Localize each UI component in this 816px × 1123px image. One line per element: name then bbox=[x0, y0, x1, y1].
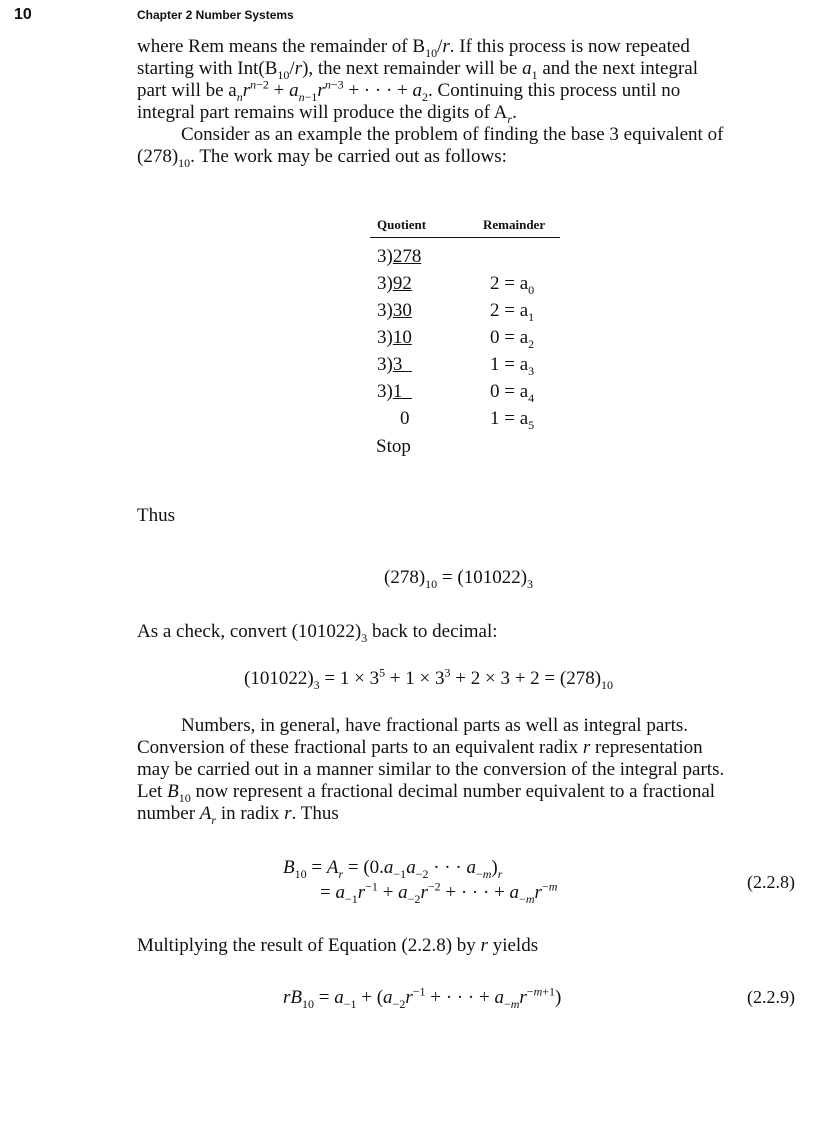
equation-number-2-2-9: (2.2.9) bbox=[747, 987, 795, 1007]
stop-label: Stop bbox=[376, 436, 411, 457]
quotient-header: Quotient bbox=[377, 217, 427, 232]
p2-line-1: Consider as an example the problem of finding the base 3 equivalent of bbox=[181, 124, 724, 145]
p3-line-5: number $A_r$ in radix r. Thus bbox=[137, 803, 339, 827]
p2-line-2: $(278)_{10}$. The work may be carried out as follows: bbox=[137, 146, 507, 170]
equation-2-2-8-line-2: = $a_{-1}r^{-1} + a_{-2}r^{-2}$ + · · · + $a_{-m}r^{-m}$ bbox=[320, 879, 558, 906]
p1-line-1: where Rem means the remainder of $B_{10}/r$. If this process is now repeated bbox=[137, 36, 690, 60]
remainder-cell: $0 = a_2$ bbox=[490, 327, 535, 351]
quotient-cell: 3)92 bbox=[377, 273, 412, 294]
p1-line-2: starting with $Int(B_{10}/r)$, the next remainder will be $a_1$ and the next integral bbox=[137, 58, 698, 82]
table-row bbox=[370, 354, 570, 380]
table-row bbox=[370, 273, 570, 299]
remainder-cell: $2 = a_0$ bbox=[490, 273, 535, 297]
quotient-cell: 3)30 bbox=[377, 300, 412, 321]
quotient-cell: 3)278 bbox=[377, 246, 422, 267]
remainder-cell: $1 = a_5$ bbox=[490, 408, 535, 432]
check-equation: $(101022)_3 = 1 \times 3^5 + 1 \times 3^3 + 2 \times 3 + 2 = (278)_{10}$ bbox=[244, 665, 614, 692]
paragraph-3 bbox=[137, 715, 805, 825]
p1-line-4: integral part remains will produce the digits of $A_r$. bbox=[137, 102, 517, 126]
table-row bbox=[370, 327, 570, 353]
table-row bbox=[370, 246, 570, 272]
remainder-cell: $0 = a_4$ bbox=[490, 381, 535, 405]
remainder-cell: $1 = a_3$ bbox=[490, 354, 535, 378]
p3-line-3: may be carried out in a manner similar to the conversion of the integral parts. bbox=[137, 759, 725, 780]
p3-line-4: Let $B_{10}$ now represent a fractional decimal number equivalent to a fractional bbox=[137, 781, 716, 805]
table-row bbox=[370, 381, 570, 407]
remainder-header: Remainder bbox=[483, 217, 546, 232]
remainder-cell: $2 = a_1$ bbox=[490, 300, 535, 324]
quotient-cell: 3)10 bbox=[377, 327, 412, 348]
table-header bbox=[370, 215, 560, 238]
equation-number-2-2-8: (2.2.8) bbox=[747, 872, 795, 892]
multiplying-line: Multiplying the result of Equation (2.2.8) by r yields bbox=[137, 935, 539, 956]
thus-label: Thus bbox=[137, 505, 175, 526]
result-equation: $(278)_{10} = (101022)_3$ bbox=[384, 567, 534, 591]
quotient-cell: 0 bbox=[400, 408, 410, 429]
page-number: 10 bbox=[14, 6, 32, 23]
p3-line-1: Numbers, in general, have fractional parts as well as integral parts. bbox=[181, 715, 689, 736]
p3-line-2: Conversion of these fractional parts to an equivalent radix r representation bbox=[137, 737, 703, 758]
check-line: As a check, convert $(101022)_3$ back to decimal: bbox=[137, 621, 498, 645]
equation-2-2-8-line-1: $B_{10} = A_r = (0.a_{-1}a_{-2}$ · · · $a_{-m})_r$ bbox=[283, 857, 503, 881]
table-row bbox=[370, 408, 570, 434]
p1-line-3: part will be $a_nr^{n-2} + a_{n-1}r^{n-3}$ + · · · + $a_2$. Continuing this process until no bbox=[137, 77, 681, 104]
running-title: Chapter 2 Number Systems bbox=[137, 8, 294, 22]
quotient-cell: 3)3 bbox=[377, 354, 412, 375]
table-row bbox=[370, 300, 570, 326]
quotient-cell: 3)1 bbox=[377, 381, 412, 402]
paragraph-2 bbox=[137, 124, 805, 168]
equation-2-2-9: $rB_{10} = a_{-1} + (a_{-2}r^{-1}$ + · · · + $a_{-m}r^{-m+1}$) bbox=[283, 984, 562, 1011]
paragraph-1 bbox=[137, 36, 805, 124]
